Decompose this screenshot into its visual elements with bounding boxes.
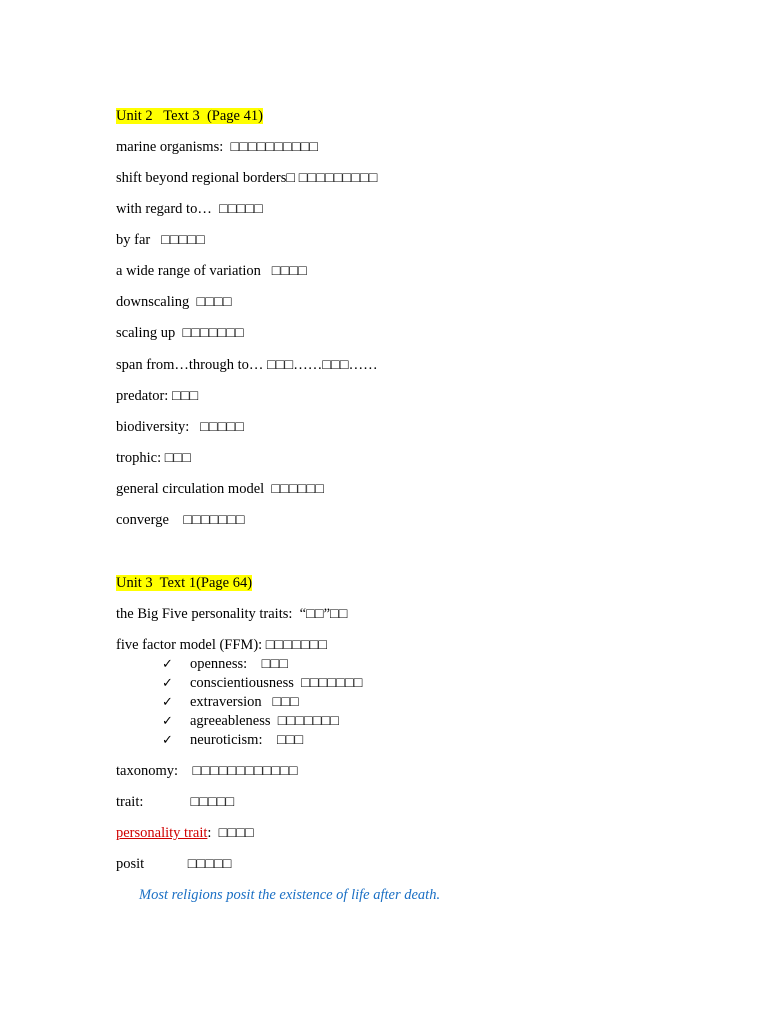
- vocab-line: marine organisms: □□□□□□□□□□: [116, 139, 319, 155]
- vocab-line: scaling up □□□□□□□: [116, 325, 244, 341]
- personality-trait-definition: : □□□□: [207, 825, 254, 841]
- vocab-line: converge □□□□□□□: [116, 512, 245, 528]
- trait-line: trait: □□□□□: [116, 794, 235, 810]
- checkmark-icon: ✓: [162, 695, 173, 710]
- bullet-text: openness: □□□: [190, 656, 288, 672]
- vocab-line: general circulation model □□□□□□: [116, 481, 324, 497]
- bullet-item: [162, 693, 299, 712]
- unit2-heading: [116, 107, 263, 125]
- bullet-text: neuroticism: □□□: [190, 732, 304, 748]
- ffm-line: five factor model (FFM): □□□□□□□: [116, 637, 328, 653]
- checkmark-icon: ✓: [162, 714, 173, 729]
- personality-trait-line: [116, 824, 254, 842]
- bullet-item: [162, 712, 339, 731]
- bullet-text: agreeableness □□□□□□□: [190, 713, 340, 729]
- checkmark-icon: ✓: [162, 657, 173, 672]
- bullet-text: conscientiousness □□□□□□□: [190, 675, 363, 691]
- bullet-item: [162, 731, 303, 750]
- bullet-text: extraversion □□□: [190, 694, 299, 710]
- unit2-heading-highlight: Unit 2 Text 3 (Page 41): [116, 108, 263, 124]
- big-five-line: the Big Five personality traits: “□□”□□: [116, 606, 348, 622]
- posit-line: posit □□□□□: [116, 856, 232, 872]
- example-sentence: Most religions posit the existence of life after death.: [139, 887, 441, 903]
- bullet-item: [162, 674, 362, 693]
- vocab-line: downscaling □□□□: [116, 294, 232, 310]
- vocab-line: span from…through to… □□□……□□□……: [116, 357, 378, 373]
- unit3-heading-highlight: Unit 3 Text 1(Page 64): [116, 575, 253, 591]
- vocab-line: predator: □□□: [116, 388, 199, 404]
- taxonomy-line: taxonomy: □□□□□□□□□□□□: [116, 763, 298, 779]
- vocab-line: a wide range of variation □□□□: [116, 263, 307, 279]
- personality-trait-term: personality trait: [116, 825, 208, 841]
- checkmark-icon: ✓: [162, 733, 173, 748]
- unit3-heading: [116, 574, 252, 592]
- vocab-line: with regard to… □□□□□: [116, 201, 263, 217]
- vocab-line: shift beyond regional borders□ □□□□□□□□□: [116, 170, 378, 186]
- bullet-item: [162, 655, 288, 674]
- checkmark-icon: ✓: [162, 676, 173, 691]
- vocab-line: by far □□□□□: [116, 232, 205, 248]
- vocab-line: biodiversity: □□□□□: [116, 419, 244, 435]
- vocab-line: trophic: □□□: [116, 450, 191, 466]
